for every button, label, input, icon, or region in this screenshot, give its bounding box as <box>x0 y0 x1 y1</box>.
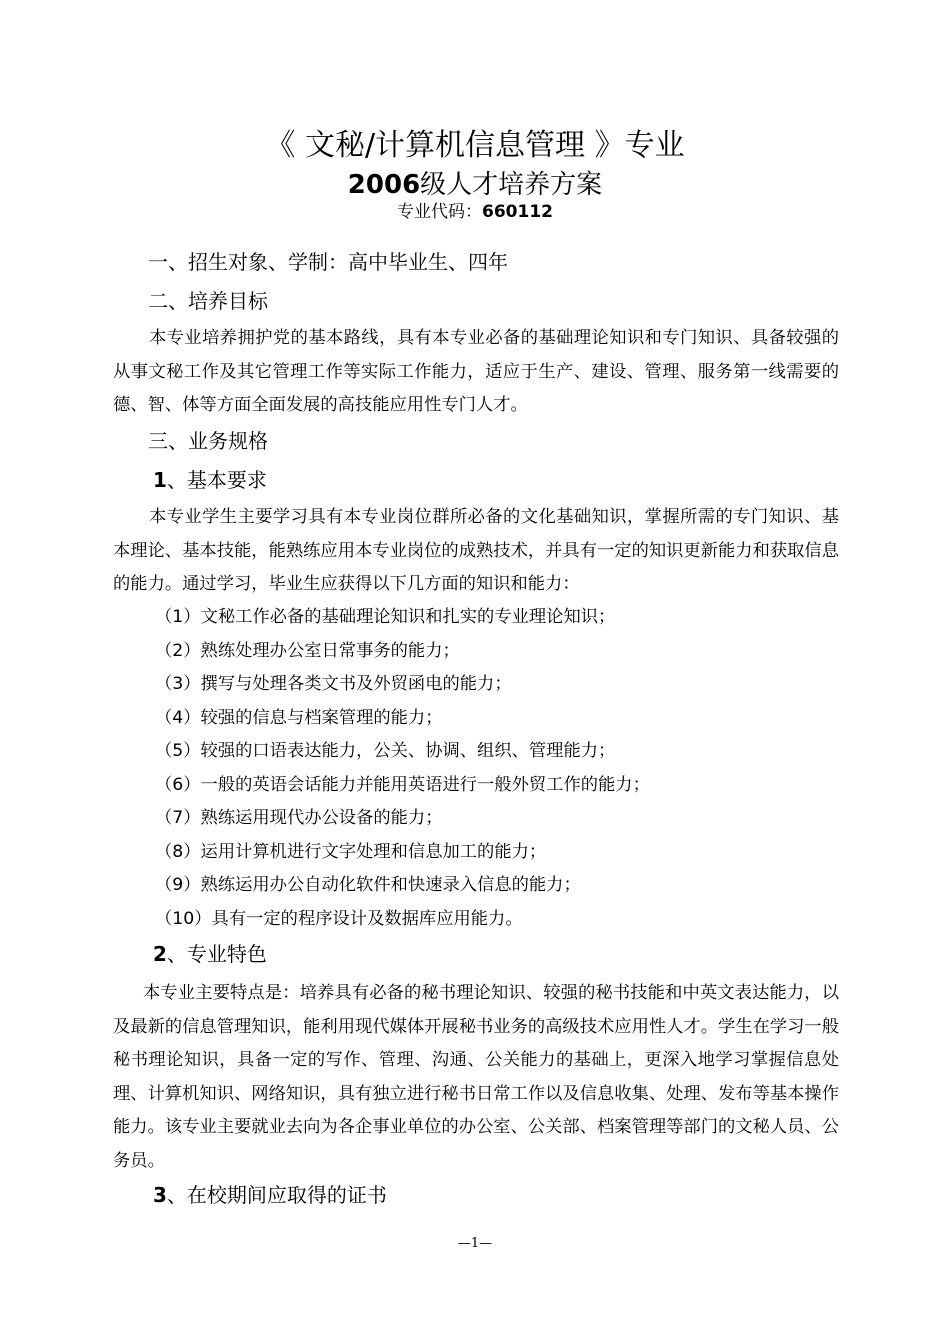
subtitle-year: 2006 <box>347 170 421 200</box>
basic-requirements-paragraph: 本专业学生主要学习具有本专业岗位群所必备的文化基础知识，掌握所需的专门知识、基本理论、基本技能，能熟练应用本专业岗位的成熟技术，并具有一定的知识更新能力和获取信息的能力。通过学习，毕业生应获得以下几方面的知识和能力： <box>113 507 839 594</box>
list-item: （1）文秘工作必备的基础理论知识和扎实的专业理论知识； <box>155 607 616 627</box>
list-item: （9）熟练运用办公自动化软件和快速录入信息的能力； <box>155 875 581 895</box>
subsection-number: 3 <box>153 1183 167 1207</box>
list-item: （7）熟练运用现代办公设备的能力； <box>155 808 443 828</box>
subsection-heading-features <box>153 939 267 969</box>
list-item: （5）较强的口语表达能力，公关、协调、组织、管理能力； <box>155 741 616 761</box>
section-heading-specifications: 三、业务规格 <box>148 429 268 453</box>
list-item: （10）具有一定的程序设计及数据库应用能力。 <box>155 909 523 929</box>
list-item: （4）较强的信息与档案管理的能力； <box>155 708 443 728</box>
objectives-paragraph: 本专业培养拥护党的基本路线，具有本专业必备的基础理论知识和专门知识、具备较强的从事文秘工作及其它管理工作等实际工作能力，适应于生产、建设、管理、服务第一线需要的德、智、体等方面全面发展的高技能应用性专门人才。 <box>113 328 839 415</box>
page-number: —1— <box>457 1236 493 1251</box>
subtitle-text: 级人才培养方案 <box>420 170 603 200</box>
subsection-number: 1 <box>153 468 167 492</box>
major-code <box>0 200 950 224</box>
document-title: 《 文秘/计算机信息管理 》专业 <box>265 128 685 163</box>
major-code-label: 专业代码： <box>397 202 482 222</box>
section-heading-objectives: 二、培养目标 <box>148 289 268 313</box>
list-item: （6）一般的英语会话能力并能用英语进行一般外贸工作的能力； <box>155 775 650 795</box>
subsection-heading-basic-requirements <box>153 465 267 495</box>
features-paragraph: 本专业主要特点是：培养具有必备的秘书理论知识、较强的秘书技能和中英文表达能力，以及最新的信息管理知识，能利用现代媒体开展秘书业务的高级技术应用性人才。学生在学习一般秘书理论知识，具备一定的写作、管理、沟通、公关能力的基础上，更深入地学习掌握信息处理、计算机知识、网络知识，具有独立进行秘书日常工作以及信息收集、处理、发布等基本操作能力。该专业主要就业去向为各企事业单位的办公室、公关部、档案管理等部门的文秘人员、公务员。 <box>113 983 839 1171</box>
section-heading-enrollment: 一、招生对象、学制：高中毕业生、四年 <box>148 250 508 274</box>
subsection-title: 、在校期间应取得的证书 <box>166 1183 387 1207</box>
major-code-value: 660112 <box>482 202 553 222</box>
document-subtitle <box>0 168 950 202</box>
subsection-number: 2 <box>153 942 167 966</box>
list-item: （8）运用计算机进行文字处理和信息加工的能力； <box>155 842 547 862</box>
subsection-heading-certificates <box>153 1180 387 1210</box>
list-item: （2）熟练处理办公室日常事务的能力； <box>155 641 460 661</box>
subsection-title: 、专业特色 <box>166 942 267 966</box>
list-item: （3）撰写与处理各类文书及外贸函电的能力； <box>155 674 512 694</box>
subsection-title: 、基本要求 <box>166 468 267 492</box>
